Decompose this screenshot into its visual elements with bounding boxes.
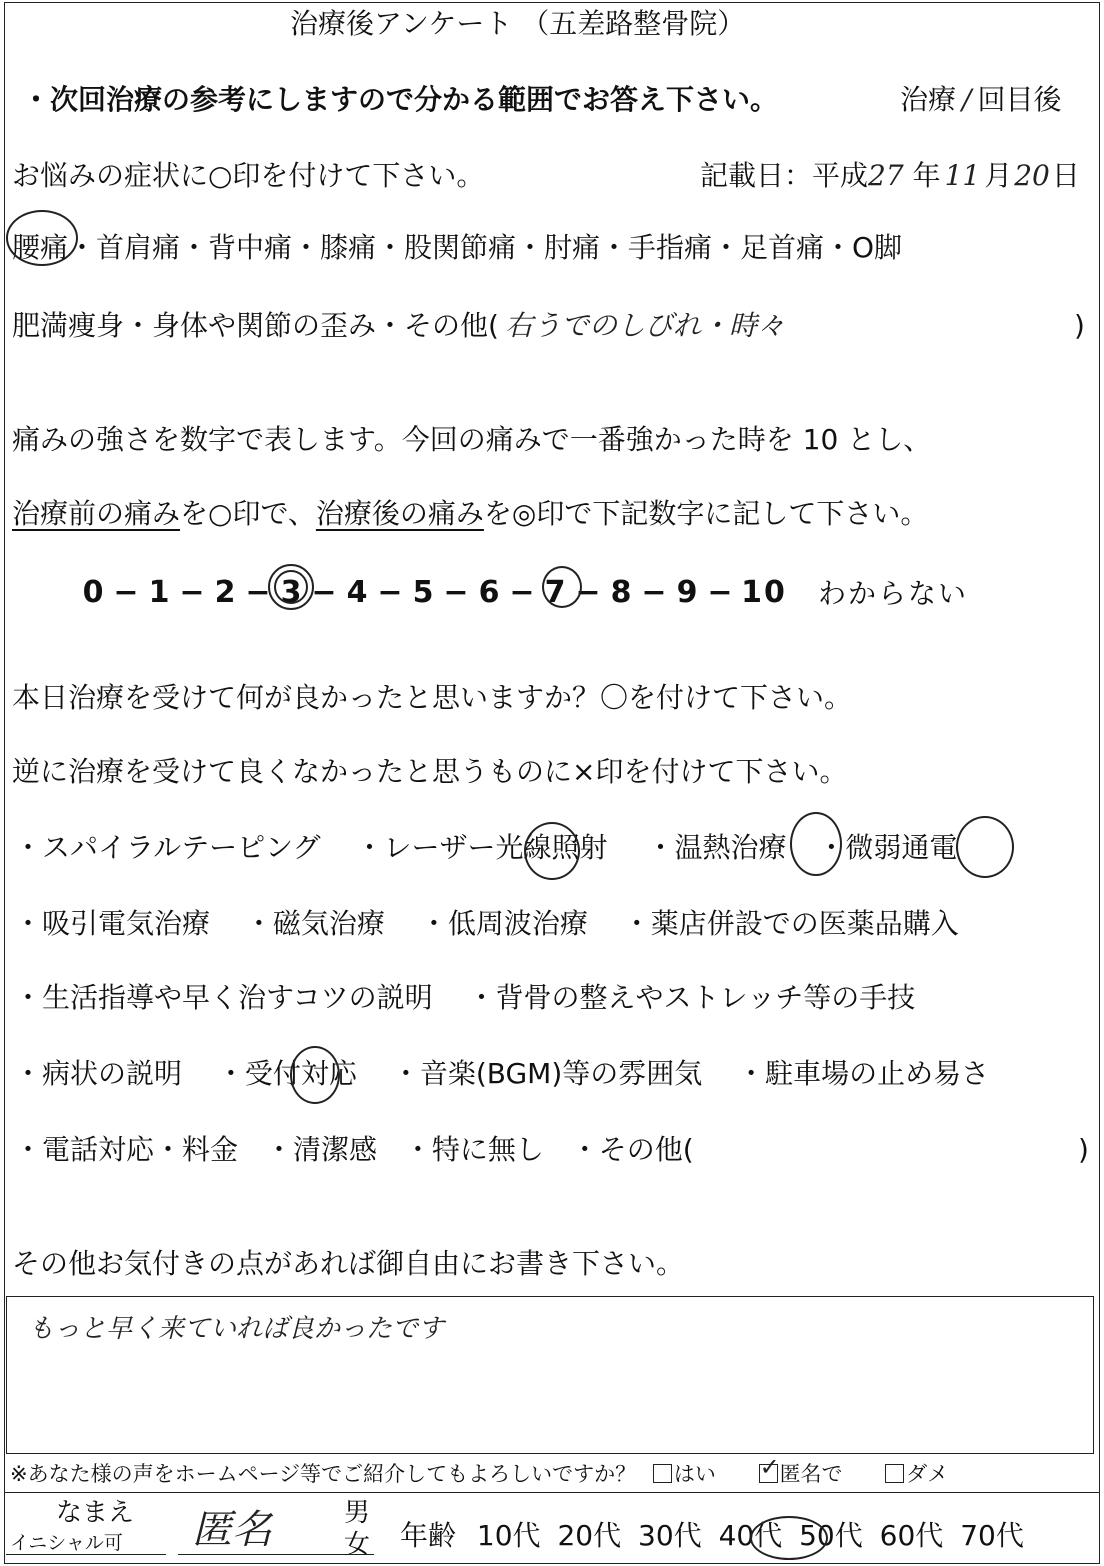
pain-mid2: を◎印で下記数字に記して下さい。	[483, 497, 929, 530]
option-spine-stretch: ・背骨の整えやストレッチ等の手技	[467, 981, 916, 1014]
option-suction: ・吸引電気治療	[14, 907, 211, 940]
age-30: 30代	[638, 1519, 702, 1552]
divider	[4, 1492, 1100, 1493]
option-lifestyle-guidance: ・生活指導や早く治すコツの説明	[14, 981, 433, 1014]
option-low-frequency: ・低周波治療	[419, 907, 588, 940]
before-pain-circle-mark	[542, 566, 582, 608]
pain-intro: 痛みの強さを数字で表します。今回の痛みで一番強かった時を 10 とし、	[12, 423, 932, 456]
option-music: ・音楽(BGM)等の雰囲気	[391, 1057, 703, 1090]
age-20: 20代	[557, 1519, 622, 1552]
symptom-list-1: 腰痛・首肩痛・背中痛・膝痛・股関節痛・肘痛・手指痛・足首痛・O脚	[12, 231, 903, 264]
initial-label: イニシャル可	[10, 1532, 123, 1554]
option-circle-mark	[956, 816, 1014, 878]
treatment-count-row	[900, 83, 1062, 116]
gender-female: 女	[344, 1530, 371, 1560]
scale-3: 3	[280, 574, 304, 610]
date-day: 20	[1014, 159, 1050, 192]
consent-row	[10, 1464, 948, 1485]
good-question: 本日治療を受けて何が良かったと思いますか？〇を付けて下さい。	[12, 681, 853, 714]
option-row-5	[14, 1133, 694, 1166]
age-50: 50代	[799, 1519, 863, 1552]
date-month-unit: 月	[984, 159, 1013, 192]
treatment-suffix: 回目後	[977, 83, 1062, 116]
option-condition-explanation: ・病状の説明	[14, 1057, 183, 1090]
option-row-2	[14, 907, 959, 940]
scale-8: 8	[610, 574, 634, 610]
consent-option-yes[interactable]: はい	[653, 1462, 716, 1486]
checkbox-icon	[653, 1464, 672, 1483]
consent-question: ※あなた様の声をホームページ等でご紹介してもよろしいですか？	[10, 1462, 637, 1486]
scale-4: 4	[346, 574, 370, 610]
option-laser: ・レーザー光線照射	[355, 831, 608, 864]
after-pain-label: 治療後の痛み	[315, 497, 484, 530]
gender-male: 男	[344, 1498, 371, 1528]
option-cleanliness: ・清潔感	[264, 1133, 377, 1166]
option-row-3	[14, 981, 916, 1014]
date-label: 記載日：平成	[700, 159, 869, 192]
date-day-unit: 日	[1051, 159, 1080, 192]
comments-label: その他お気付きの点があれば御自由にお書き下さい。	[12, 1247, 685, 1280]
symptom-other-close: )	[1074, 309, 1085, 342]
option-circle-mark	[524, 822, 580, 880]
option-none: ・特に無し	[403, 1133, 544, 1166]
checkbox-icon	[885, 1464, 904, 1483]
consent-option-no[interactable]: ダメ	[885, 1462, 948, 1486]
age-10: 10代	[476, 1519, 541, 1552]
scale-10: 10	[741, 574, 787, 610]
age-40: 40代	[718, 1519, 783, 1552]
pain-scale: 0 − 1 − 2 − 3 − 4 − 5 − 6 − 7 − 8 − 9 − 10 わからない	[80, 572, 968, 612]
comments-handwritten: もっと早く来ていれば良かったです	[28, 1314, 445, 1344]
treatment-count: /	[962, 83, 972, 116]
symptom-list-2	[12, 309, 785, 342]
option-reception: ・受付対応	[216, 1057, 357, 1090]
treatment-prefix: 治療	[900, 83, 957, 116]
pain-mid1: を○印で、	[180, 497, 316, 530]
age-60: 60代	[879, 1519, 944, 1552]
option-circle-mark	[290, 1046, 340, 1104]
checkbox-checked-icon	[759, 1464, 778, 1483]
scale-unknown: わからない	[818, 577, 969, 610]
option-price: ・料金	[154, 1133, 239, 1166]
name-underline	[6, 1554, 166, 1555]
after-pain-double-circle-mark	[268, 564, 314, 610]
symptoms-instruction: お悩みの症状に○印を付けて下さい。	[12, 159, 485, 192]
before-pain-label: 治療前の痛み	[12, 497, 181, 530]
option-magnetic: ・磁気治療	[244, 907, 385, 940]
option-spiral-taping: ・スパイラルテーピング	[14, 831, 321, 864]
scale-6: 6	[478, 574, 502, 610]
pain-instruction	[12, 497, 929, 530]
symptom-circle-mark	[6, 210, 78, 266]
date-year-unit: 年	[912, 159, 941, 192]
date-month: 11	[944, 159, 981, 192]
scale-9: 9	[676, 574, 700, 610]
option-heat: ・温熱治療	[646, 831, 787, 864]
name-label: なまえ	[56, 1498, 135, 1528]
option-other: ・その他(	[570, 1133, 694, 1166]
option-circle-mark	[790, 812, 842, 876]
consent-option-anonymous[interactable]: ✓ 匿名で	[759, 1462, 843, 1486]
symptom-other-handwritten: 右うでのしびれ・時々	[504, 309, 785, 342]
date-row	[700, 159, 1080, 192]
symptom-other-prefix: 肥満痩身・身体や関節の歪み・その他(	[12, 309, 499, 342]
scale-1: 1	[148, 574, 172, 610]
bad-question: 逆に治療を受けて良くなかったと思うものに×印を付けて下さい。	[12, 755, 848, 788]
scale-7: 7	[544, 574, 568, 610]
age-circle-mark	[750, 1516, 828, 1560]
option-parking: ・駐車場の止め易さ	[737, 1057, 990, 1090]
intro-lead: ・次回治療の参考にしますので分かる範囲でお答え下さい。	[22, 83, 779, 116]
page-title: 治療後アンケート （五差路整骨院）	[290, 7, 746, 40]
scale-0: 0	[82, 574, 106, 610]
name-value: 匿名	[192, 1507, 272, 1553]
option-row-4	[14, 1057, 990, 1090]
option-phone: ・電話対応	[14, 1133, 155, 1166]
option-pharmacy: ・薬店併設での医薬品購入	[622, 907, 959, 940]
option-micro-current: ・微弱通電	[817, 831, 958, 864]
date-year: 27	[868, 159, 904, 192]
option-other-close: )	[1078, 1133, 1089, 1166]
age-row	[400, 1519, 1024, 1552]
age-70: 70代	[960, 1519, 1024, 1552]
scale-5: 5	[412, 574, 436, 610]
age-label: 年齢	[400, 1519, 457, 1552]
scale-2: 2	[214, 574, 238, 610]
